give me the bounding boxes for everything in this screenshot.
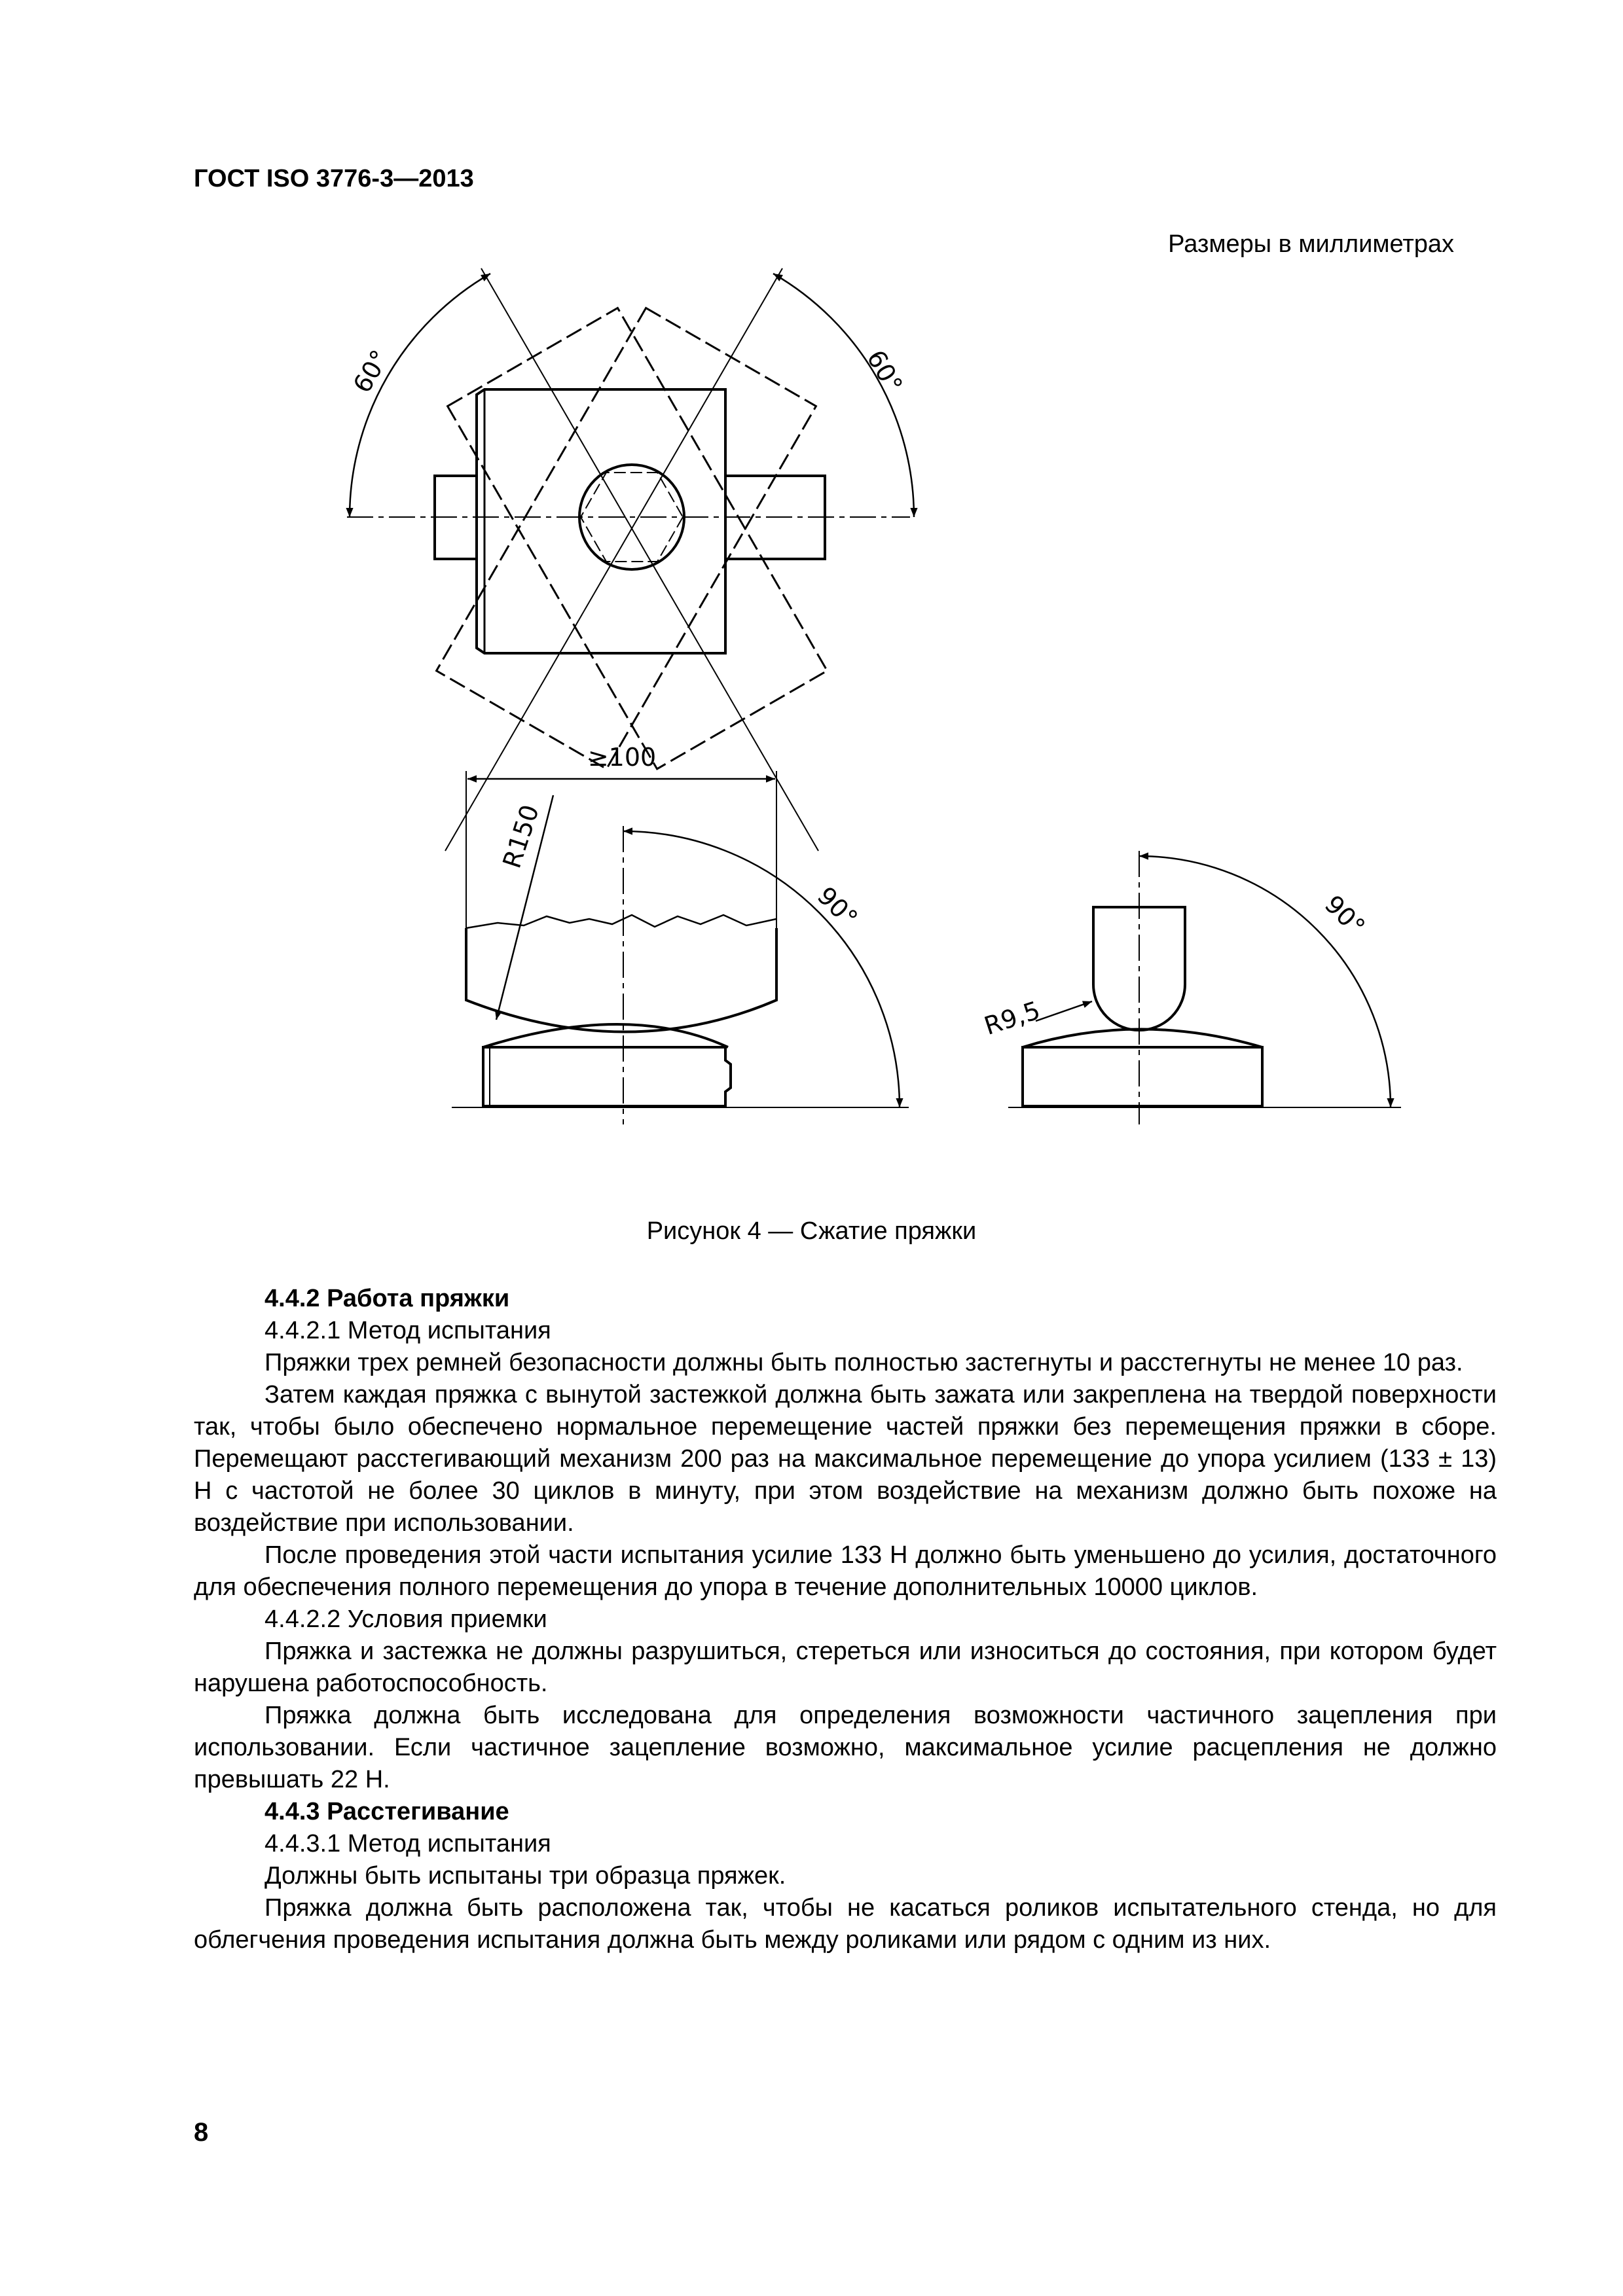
buckle-profile-right bbox=[1023, 1030, 1262, 1048]
body-text bbox=[194, 1283, 1497, 1956]
break-line bbox=[466, 915, 776, 928]
pressing-block-r150 bbox=[466, 928, 776, 1032]
buckle-base-right bbox=[1023, 1047, 1262, 1106]
label-angle-90-right: 90° bbox=[1319, 889, 1371, 942]
subsection-4-4-2-2: 4.4.2.2 Условия приемки bbox=[264, 1605, 547, 1633]
paragraph: Пряжка и застежка не должны разрушиться, стереться или износиться до состояния, при котором будет нарушена работоспособность. bbox=[194, 1638, 1497, 1697]
label-angle-90-left: 90° bbox=[811, 881, 864, 933]
section-4-4-3-heading: 4.4.3 Расстегивание bbox=[264, 1798, 509, 1825]
document-header: ГОСТ ISO 3776-3—2013 bbox=[194, 165, 474, 192]
buckle-base bbox=[483, 1047, 731, 1106]
paragraph: Пряжка должна быть расположена так, чтобы не касаться роликов испытательного стенда, но для облегчения проведения испытания должна быть между роликами или рядом с одним из них. bbox=[194, 1894, 1497, 1954]
figure-caption: Рисунок 4 — Сжатие пряжки bbox=[646, 1217, 977, 1245]
buckle-profile bbox=[483, 1024, 728, 1047]
subsection-4-4-3-1: 4.4.3.1 Метод испытания bbox=[264, 1830, 551, 1857]
angle-arc-90-left bbox=[623, 831, 900, 1107]
label-width-min: ≥100 bbox=[587, 743, 657, 772]
paragraph: Затем каждая пряжка с вынутой застежкой должна быть зажата или закреплена на твердой поверхности так, чтобы было обеспечено нормальное перемещение частей пряжки без перемещения пряжки в сборе. Перемещают расстегивающий механизм 200 раз на максимальное перемещение до упора усилием (133 ± 13) Н с частотой не более 30 циклов в минуту, при этом воздействие на механизм должно быть похоже на воздействие при использовании. bbox=[194, 1381, 1497, 1537]
radius-leader-r9-5 bbox=[1036, 1001, 1092, 1021]
section-4-4-2-heading: 4.4.2 Работа пряжки bbox=[264, 1285, 510, 1312]
label-angle-60-right: 60° bbox=[861, 345, 909, 398]
subsection-4-4-2-1: 4.4.2.1 Метод испытания bbox=[264, 1317, 551, 1344]
label-angle-60-left: 60° bbox=[347, 345, 395, 398]
units-note: Размеры в миллиметрах bbox=[1168, 230, 1454, 258]
paragraph: Должны быть испытаны три образца пряжек. bbox=[264, 1862, 786, 1890]
paragraph: Пряжка должна быть исследована для определения возможности частичного зацепления при использовании. Если частичное зацепление возможно, максимальное усилие расцепления не должно превышать 22 Н. bbox=[194, 1702, 1497, 1793]
paragraph: После проведения этой части испытания усилие 133 Н должно быть уменьшено до усилия, достаточного для обеспечения полного перемещения до упора в течение дополнительных 10000 циклов. bbox=[194, 1541, 1497, 1601]
angle-arc-90-right bbox=[1139, 856, 1391, 1107]
angle-arc-right bbox=[773, 274, 914, 517]
label-radius-r150: R150 bbox=[497, 801, 545, 872]
label-radius-r9-5: R9,5 bbox=[980, 996, 1044, 1041]
page-number: 8 bbox=[194, 2118, 209, 2147]
paragraph: Пряжки трех ремней безопасности должны быть полностью застегнуты и расстегнуты не менее 10 раз. bbox=[264, 1349, 1463, 1376]
